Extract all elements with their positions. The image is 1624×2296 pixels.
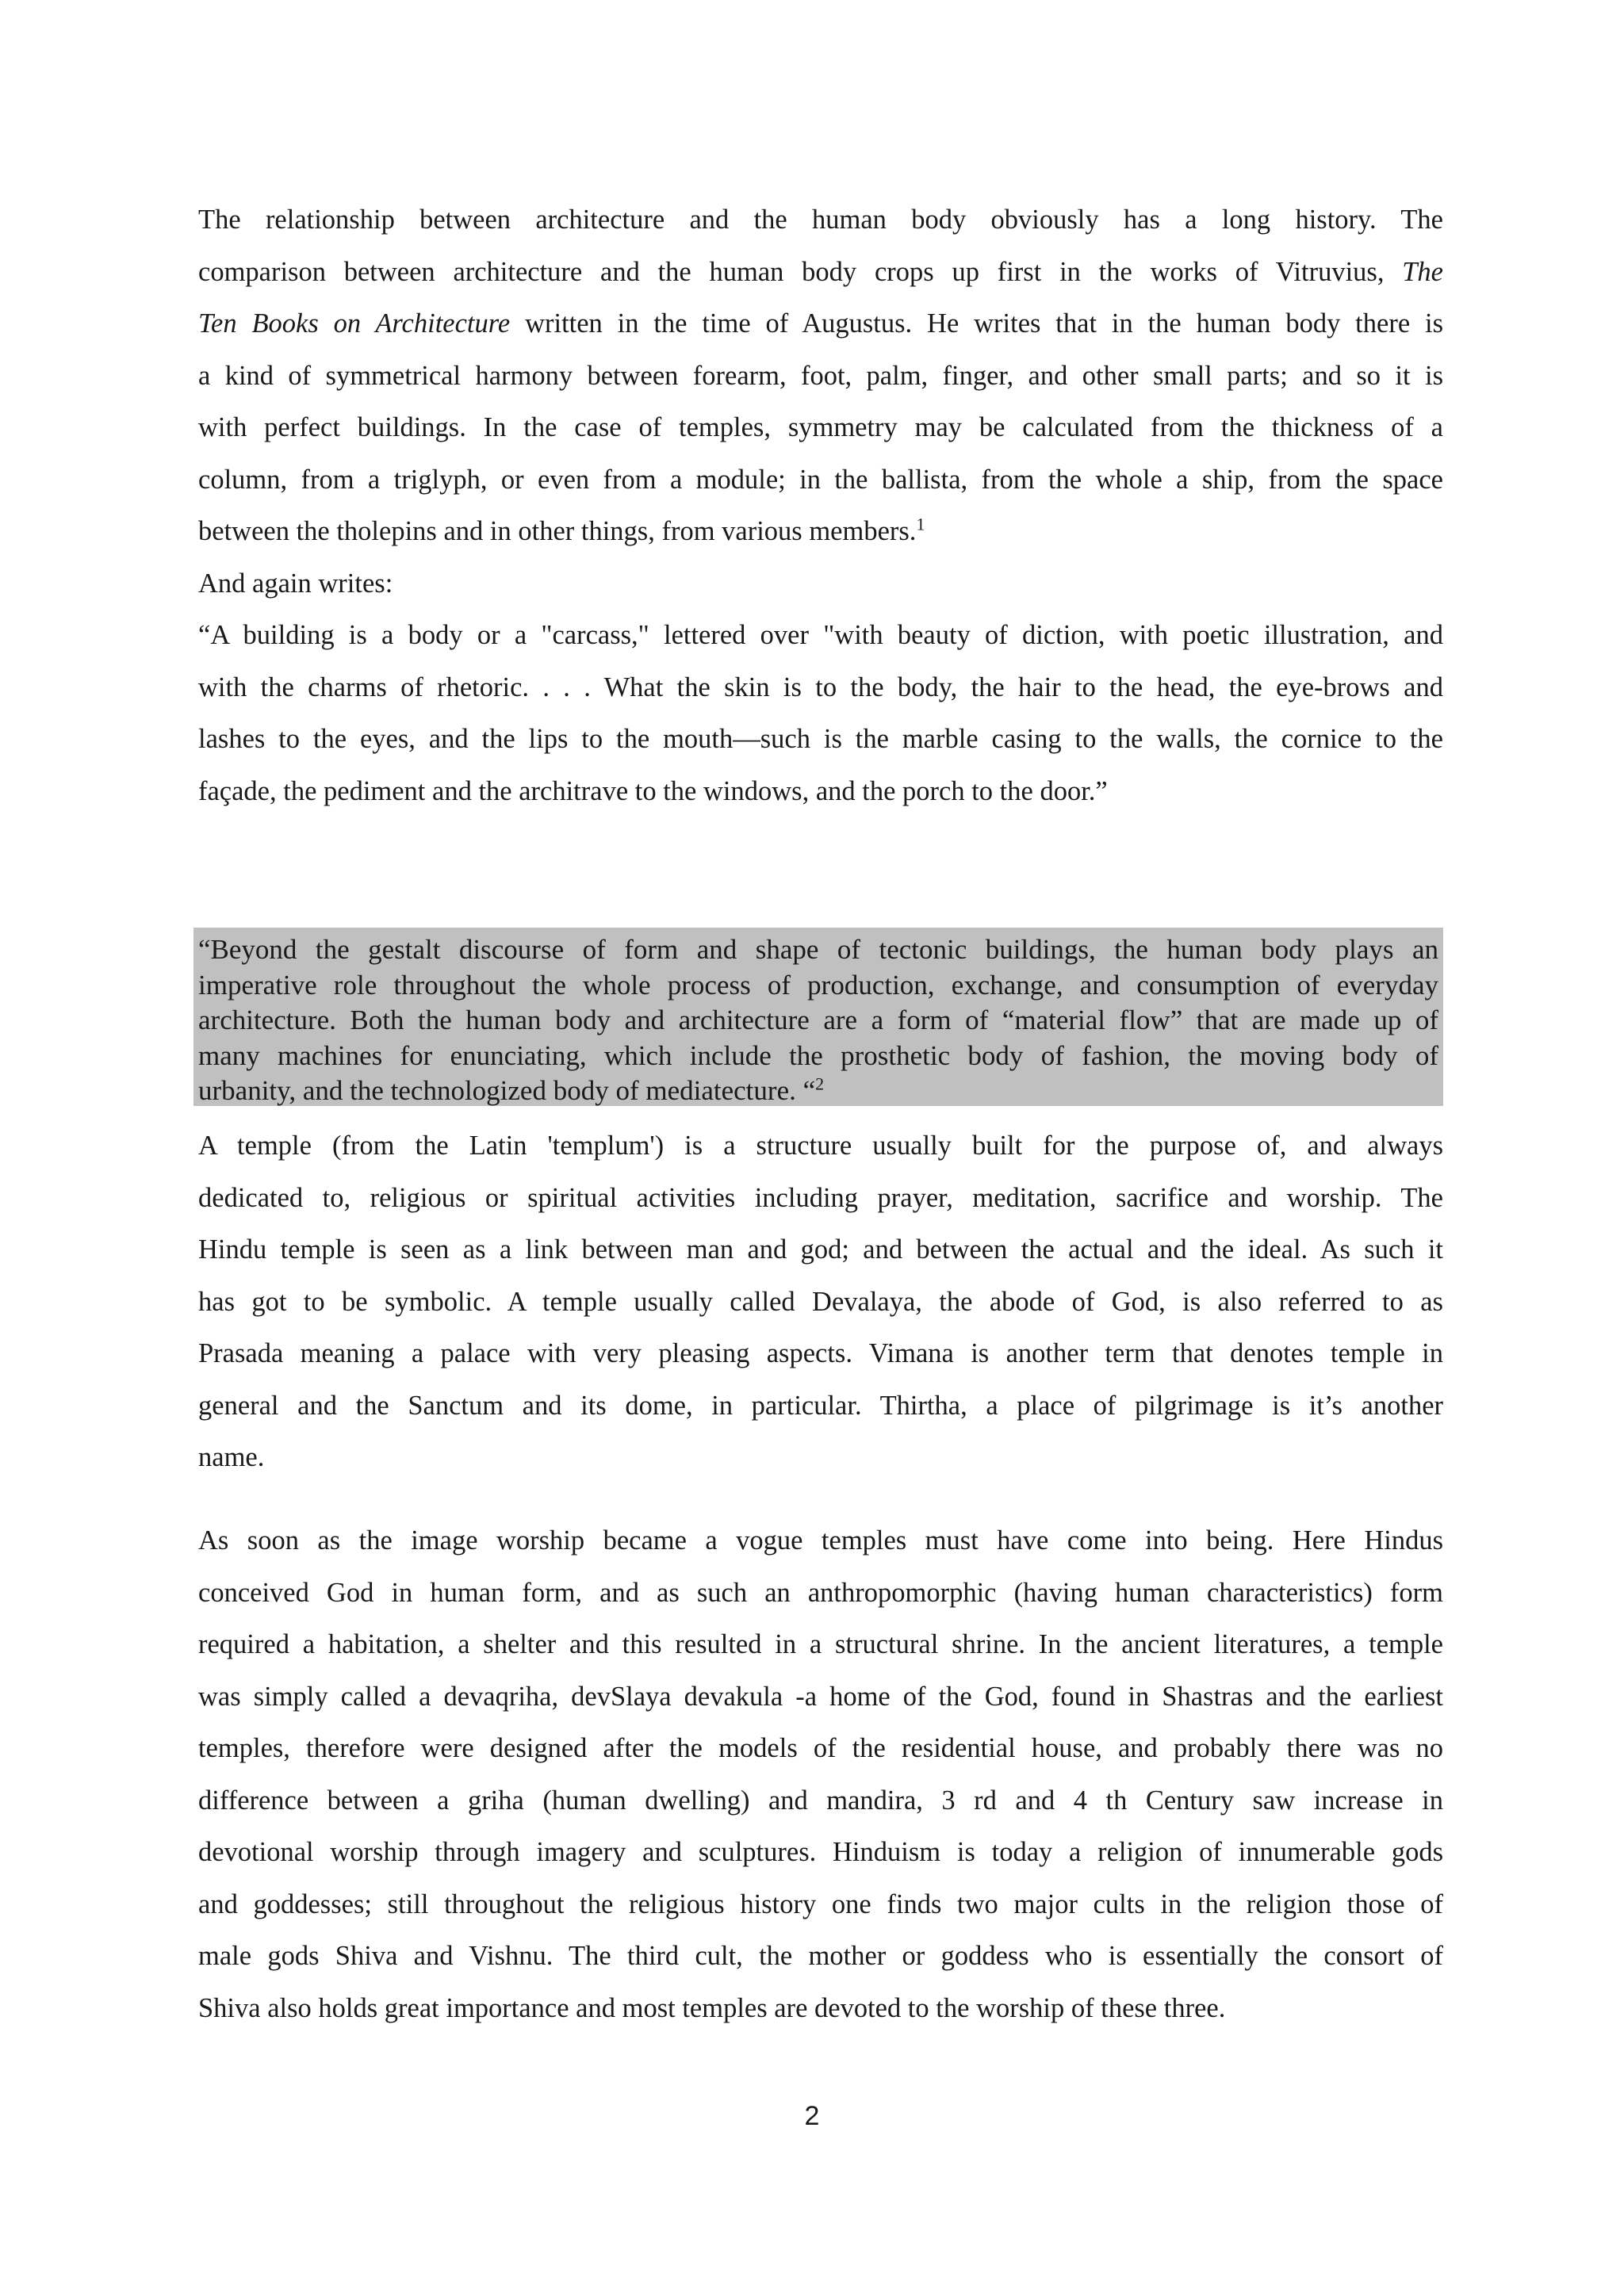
text-segment: comparison between architecture and the human body crops up first in the works of Vitruvius, [198, 256, 1403, 287]
text-line: has got to be symbolic. A temple usually called Devalaya, the abode of God, is also referred to as [198, 1286, 1443, 1317]
paragraph-vitruvius [198, 194, 1443, 558]
text-line [198, 506, 1443, 558]
text-line: The relationship between architecture and the human body obviously has a long history. The [198, 205, 1443, 235]
highlighted-quote-block [193, 928, 1443, 1106]
document-page [198, 194, 1443, 2023]
footnote-ref: 2 [815, 1073, 825, 1094]
text-line: lashes to the eyes, and the lips to the mouth—such is the marble casing to the walls, the cornice to the [198, 724, 1443, 754]
text-line: general and the Sanctum and its dome, in particular. Thirtha, a place of pilgrimage is it’s another [198, 1390, 1443, 1421]
text-line: was simply called a devaqriha, devSlaya devakula -a home of the God, found in Shastras and the earliest [198, 1681, 1443, 1712]
text-line: façade, the pediment and the architrave to the windows, and the porch to the door.” [198, 775, 1108, 806]
text-line: A temple (from the Latin 'templum') is a structure usually built for the purpose of, and always [198, 1131, 1443, 1161]
book-title-italic: Ten Books on Architecture [198, 308, 511, 339]
paragraph-building-quote [198, 610, 1443, 817]
book-title-italic: The [1402, 256, 1443, 287]
text-line: devotional worship through imagery and sculptures. Hinduism is today a religion of innumerable gods [198, 1837, 1443, 1867]
text-line: male gods Shiva and Vishnu. The third cult, the mother or goddess who is essentially the consort of [198, 1941, 1443, 1971]
text-line: difference between a griha (human dwelling) and mandira, 3 rd and 4 th Century saw increase in [198, 1785, 1443, 1816]
text-line: Hindu temple is seen as a link between man and god; and between the actual and the ideal. As such it [198, 1234, 1443, 1265]
text-line: name. [198, 1442, 265, 1472]
text-line [198, 298, 1443, 350]
text-line: a kind of symmetrical harmony between forearm, foot, palm, finger, and other small parts; and so it is [198, 360, 1443, 391]
text-segment: urbanity, and the technologized body of mediatecture. “ [198, 1075, 816, 1106]
paragraph-temple-definition [198, 1120, 1443, 1484]
text-line: required a habitation, a shelter and this resulted in a structural shrine. In the ancient literatures, a temple [198, 1629, 1443, 1659]
text-line: conceived God in human form, and as such an anthropomorphic (having human characteristics) form [198, 1577, 1443, 1608]
text-line [198, 247, 1443, 299]
paragraph-image-worship [198, 1515, 1443, 2034]
text-line: As soon as the image worship became a vogue temples must have come into being. Here Hindus [198, 1525, 1443, 1556]
text-line: imperative role throughout the whole process of production, exchange, and consumption of everyday [198, 969, 1438, 1001]
footnote-ref: 1 [916, 514, 925, 534]
text-line: column, from a triglyph, or even from a module; in the ballista, from the whole a ship, from the space [198, 464, 1443, 495]
text-segment: between the tholepins and in other things, from various members. [198, 516, 917, 546]
text-line: dedicated to, religious or spiritual activities including prayer, meditation, sacrifice and worship. The [198, 1182, 1443, 1213]
text-line: Prasada meaning a palace with very pleasing aspects. Vimana is another term that denotes temple in [198, 1338, 1443, 1368]
text-line: And again writes: [198, 568, 393, 599]
text-line [198, 1073, 1438, 1109]
paragraph-again-writes [198, 558, 1443, 610]
paragraph-gestalt-quote [198, 932, 1438, 1109]
text-line: architecture. Both the human body and architecture are a form of “material flow” that are made up of [198, 1004, 1438, 1035]
text-line: and goddesses; still throughout the religious history one finds two major cults in the religion those of [198, 1888, 1443, 1919]
text-line: many machines for enunciating, which include the prosthetic body of fashion, the moving body of [198, 1039, 1438, 1071]
text-line: with perfect buildings. In the case of temples, symmetry may be calculated from the thickness of a [198, 412, 1443, 442]
text-line: Shiva also holds great importance and most temples are devoted to the worship of these three. [198, 1992, 1226, 2023]
page-number: 2 [804, 2101, 820, 2131]
text-line: temples, therefore were designed after the models of the residential house, and probably there was no [198, 1733, 1443, 1763]
text-line: “Beyond the gestalt discourse of form and shape of tectonic buildings, the human body plays an [198, 934, 1438, 965]
text-segment: written in the time of Augustus. He writes that in the human body there is [510, 308, 1443, 339]
text-line: with the charms of rhetoric. . . . What the skin is to the body, the hair to the head, the eye-brows and [198, 672, 1443, 702]
text-line: “A building is a body or a "carcass," lettered over "with beauty of diction, with poetic illustration, and [198, 620, 1443, 650]
